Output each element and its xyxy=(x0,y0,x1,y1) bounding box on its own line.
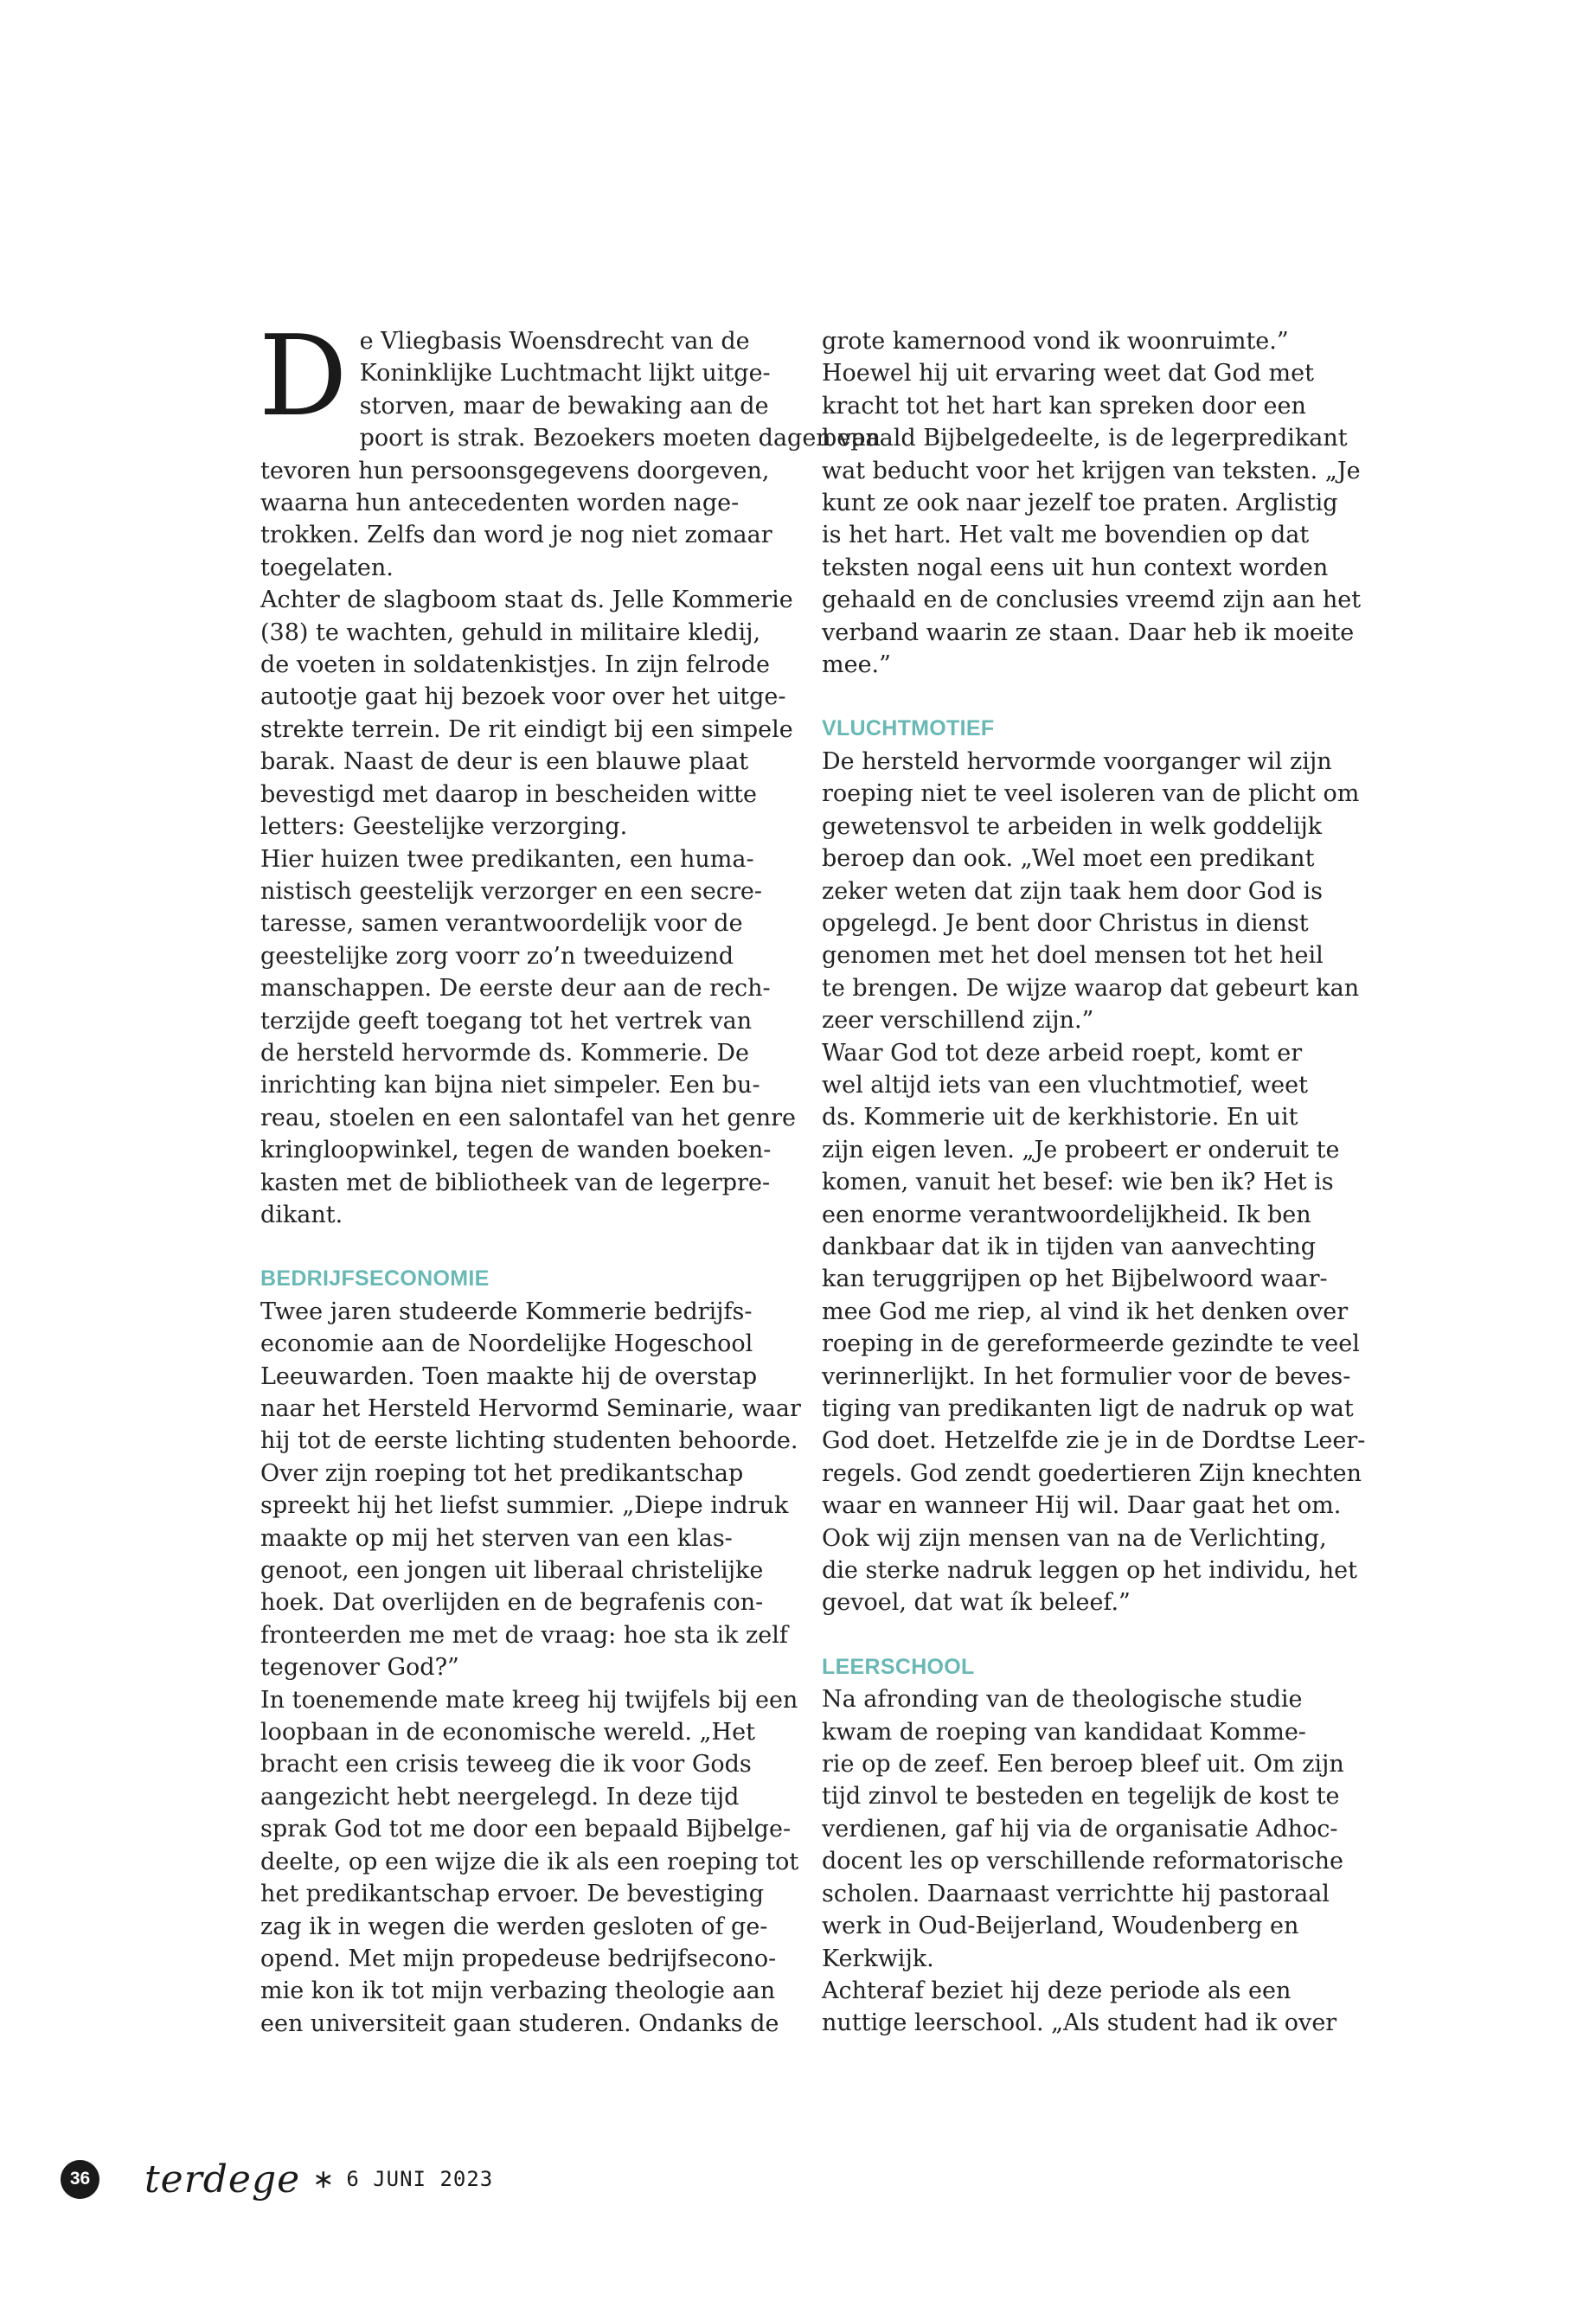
text-line: inrichting kan bijna niet simpeler. Een bu- xyxy=(260,1072,760,1099)
text-line: naar het Hersteld Hervormd Seminarie, waar xyxy=(260,1395,801,1422)
page-footer xyxy=(61,2157,493,2201)
text-line: toegelaten. xyxy=(260,554,394,581)
text-line: scholen. Daarnaast verrichtte hij pastoraal xyxy=(822,1880,1330,1907)
text-line: God doet. Hetzelfde zie je in de Dordtse Leer- xyxy=(822,1427,1366,1455)
issue-date: 6 JUNI 2023 xyxy=(346,2167,494,2191)
text-line: nistisch geestelijk verzorger en een secre- xyxy=(260,877,762,905)
text-line: grote kamernood vond ik woonruimte.” xyxy=(822,328,1289,355)
section-heading: BEDRIJFSECONOMIE xyxy=(260,1266,490,1292)
text-line: zeker weten dat zijn taak hem door God is xyxy=(822,877,1323,905)
text-line: verdienen, gaf hij via de organisatie Adhoc- xyxy=(822,1815,1338,1843)
text-line: kracht tot het hart kan spreken door een xyxy=(822,392,1306,420)
text-line: sprak God tot me door een bepaald Bijbelge- xyxy=(260,1816,792,1843)
text-line: verinnerlijkt. In het formulier voor de beves- xyxy=(822,1362,1351,1390)
text-line: Koninklijke Luchtmacht lijkt uitge- xyxy=(359,360,771,388)
text-line: geestelijke zorg voorr zo’n tweeduizend xyxy=(260,942,734,970)
text-line: Hoewel hij uit ervaring weet dat God met xyxy=(822,360,1314,388)
text-line: de hersteld hervormde ds. Kommerie. De xyxy=(260,1039,749,1067)
text-line: werk in Oud-Beijerland, Woudenberg en xyxy=(822,1913,1299,1940)
text-line: kasten met de bibliotheek van de legerpre- xyxy=(260,1169,771,1196)
text-line: gevoel, dat wat ík beleef.” xyxy=(822,1589,1131,1617)
text-line: komen, vanuit het besef: wie ben ik? Het is xyxy=(822,1169,1334,1196)
text-line: e Vliegbasis Woensdrecht van de xyxy=(359,328,750,355)
text-line: Hier huizen twee predikanten, een huma- xyxy=(260,845,754,873)
text-line: docent les op verschillende reformatorische xyxy=(822,1848,1343,1875)
text-line: Over zijn roeping tot het predikantschap xyxy=(260,1459,744,1487)
text-line: zijn eigen leven. „Je probeert er onderuit te xyxy=(822,1136,1340,1163)
text-line: letters: Geestelijke verzorging. xyxy=(260,813,628,841)
text-line: Leeuwarden. Toen maakte hij de overstap xyxy=(260,1362,758,1390)
text-line: storven, maar de bewaking aan de xyxy=(359,392,769,420)
right-column-body xyxy=(822,325,1366,2040)
text-line: taresse, samen verantwoordelijk voor de xyxy=(260,910,743,938)
text-line: kunt ze ook naar jezelf toe praten. Arglistig xyxy=(822,490,1338,517)
text-line: is het hart. Het valt me bovendien op dat xyxy=(822,522,1310,549)
text-line: bepaald Bijbelgedeelte, is de legerpredikant xyxy=(822,425,1348,452)
text-line: economie aan de Noordelijke Hogeschool xyxy=(260,1330,753,1358)
text-line: Waar God tot deze arbeid roept, komt er xyxy=(822,1039,1303,1067)
text-line: genomen met het doel mensen tot het heil xyxy=(822,942,1324,970)
text-line: opend. Met mijn propedeuse bedrijfsecono- xyxy=(260,1945,777,1972)
text-line: Twee jaren studeerde Kommerie bedrijfs- xyxy=(260,1298,753,1325)
text-line: het predikantschap ervoer. De bevestiging xyxy=(260,1881,765,1908)
text-line: kringloopwinkel, tegen de wanden boeken- xyxy=(260,1137,772,1164)
text-line: roeping in de gereformeerde gezindte te veel xyxy=(822,1330,1360,1358)
text-line: opgelegd. Je bent door Christus in dienst xyxy=(822,909,1309,937)
text-line: autootje gaat hij bezoek voor over het uitge- xyxy=(260,683,786,711)
text-line: loopbaan in de economische wereld. „Het xyxy=(260,1719,755,1747)
text-line: hij tot de eerste lichting studenten behoorde. xyxy=(260,1427,798,1455)
text-line: gewetensvol te arbeiden in welk goddelijk xyxy=(822,812,1323,840)
section-heading: VLUCHTMOTIEF xyxy=(822,716,995,741)
text-line: barak. Naast de deur is een blauwe plaat xyxy=(260,748,749,776)
text-line: poort is strak. Bezoekers moeten dagen van xyxy=(359,425,881,452)
page-number-badge: 36 xyxy=(61,2160,99,2199)
text-line: genoot, een jongen uit liberaal christelijke xyxy=(260,1557,764,1585)
text-line: gehaald en de conclusies vreemd zijn aan het xyxy=(822,586,1362,614)
text-line: mie kon ik tot mijn verbazing theologie aan xyxy=(260,1977,776,2005)
text-line: mee.” xyxy=(822,651,891,679)
text-line: tijd zinvol te besteden en tegelijk de kost te xyxy=(822,1783,1340,1811)
text-line: zeer verschillend zijn.” xyxy=(822,1007,1094,1035)
text-line: een universiteit gaan studeren. Ondanks de xyxy=(260,2009,779,2037)
text-line: teksten nogal eens uit hun context worden xyxy=(822,554,1329,581)
text-line: dankbaar dat ik in tijden van aanvechting xyxy=(822,1233,1316,1260)
text-line: ds. Kommerie uit de kerkhistorie. En uit xyxy=(822,1104,1298,1131)
text-line: kan teruggrijpen op het Bijbelwoord waar- xyxy=(822,1266,1328,1293)
text-line: mee God me riep, al vind ik het denken over xyxy=(822,1298,1349,1325)
text-line: kwam de roeping van kandidaat Komme- xyxy=(822,1718,1306,1746)
text-line: Achter de slagboom staat ds. Jelle Kommerie xyxy=(260,586,793,614)
text-line: wel altijd iets van een vluchtmotief, weet xyxy=(822,1071,1308,1099)
text-line: te brengen. De wijze waarop dat gebeurt kan xyxy=(822,974,1360,1002)
text-line: regels. God zendt goedertieren Zijn knechten xyxy=(822,1459,1362,1487)
text-line: (38) te wachten, gehuld in militaire kledij, xyxy=(260,619,761,646)
article-column-right xyxy=(822,325,1366,2040)
text-line: zag ik in wegen die werden gesloten of ge- xyxy=(260,1913,768,1940)
text-line: trokken. Zelfs dan word je nog niet zomaar xyxy=(260,522,772,549)
text-line: De hersteld hervormde voorganger wil zijn xyxy=(822,747,1332,775)
text-line: verband waarin ze staan. Daar heb ik moeite xyxy=(822,619,1355,646)
text-line: hoek. Dat overlijden en de begrafenis con- xyxy=(260,1589,764,1617)
text-line: Achteraf beziet hij deze periode als een xyxy=(822,1977,1292,2004)
text-line: waar en wanneer Hij wil. Daar gaat het om. xyxy=(822,1492,1342,1520)
drop-cap: D xyxy=(259,312,348,441)
text-line: die sterke nadruk leggen op het individu, het xyxy=(822,1557,1357,1585)
text-line: fronteerden me met de vraag: hoe sta ik zelf xyxy=(260,1621,788,1649)
magazine-logo: terdege xyxy=(144,2157,301,2202)
text-line: Na afronding van de theologische studie xyxy=(822,1686,1303,1714)
text-line: tiging van predikanten ligt de nadruk op wat xyxy=(822,1395,1354,1422)
text-line: aangezicht hebt neergelegd. In deze tijd xyxy=(260,1783,740,1811)
text-line: deelte, op een wijze die ik als een roeping tot xyxy=(260,1848,799,1875)
text-line: beroep dan ook. „Wel moet een predikant xyxy=(822,845,1315,873)
section-heading: LEERSCHOOL xyxy=(822,1654,975,1679)
text-line: In toenemende mate kreeg hij twijfels bij een xyxy=(260,1686,798,1714)
text-line: bracht een crisis teweeg die ik voor Gods xyxy=(260,1751,752,1779)
text-line: terzijde geeft toegang tot het vertrek van xyxy=(260,1007,753,1035)
text-line: bevestigd met daarop in bescheiden witte xyxy=(260,780,758,808)
text-line: de voeten in soldatenkistjes. In zijn felrode xyxy=(260,651,771,679)
text-line: roeping niet te veel isoleren van de plicht om xyxy=(822,780,1360,808)
text-line: Ook wij zijn mensen van na de Verlichting, xyxy=(822,1524,1327,1552)
text-line: reau, stoelen en een salontafel van het genre xyxy=(260,1104,796,1131)
text-line: wat beducht voor het krijgen van teksten. „Je xyxy=(822,457,1361,484)
text-line: tevoren hun persoonsgegevens doorgeven, xyxy=(260,457,770,484)
text-line: rie op de zeef. Een beroep bleef uit. Om zijn xyxy=(822,1751,1344,1779)
asterisk-icon: ∗ xyxy=(312,2163,335,2195)
text-line: manschappen. De eerste deur aan de rech- xyxy=(260,975,771,1003)
text-line: tegenover God?” xyxy=(260,1654,459,1682)
text-line: spreekt hij het liefst summier. „Diepe indruk xyxy=(260,1492,789,1520)
text-line: Kerkwijk. xyxy=(822,1945,934,1972)
text-line: maakte op mij het sterven van een klas- xyxy=(260,1524,733,1552)
text-line: nuttige leerschool. „Als student had ik over xyxy=(822,2009,1337,2037)
text-line: strekte terrein. De rit eindigt bij een simpele xyxy=(260,715,793,743)
text-line: waarna hun antecedenten worden nage- xyxy=(260,490,740,517)
text-line: een enorme verantwoordelijkheid. Ik ben xyxy=(822,1201,1311,1228)
text-line: dikant. xyxy=(260,1201,343,1228)
